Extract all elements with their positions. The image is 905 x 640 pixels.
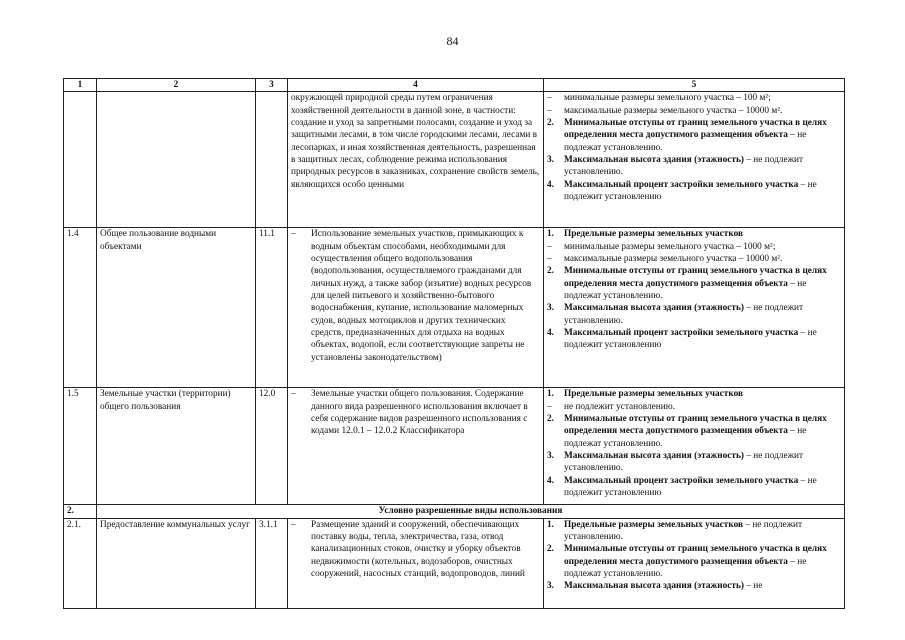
list-marker: – [547, 254, 552, 265]
row-number: 1.5 [64, 388, 97, 505]
description-item [291, 388, 540, 437]
parameter-name: Предельные размеры земельных участков [564, 389, 744, 400]
item-text-wrap [564, 253, 841, 265]
parameter-item [547, 117, 841, 154]
parameter-name: Максимальный процент застройки земельного участка [564, 475, 799, 486]
item-text: – не подлежит установлению [564, 179, 817, 203]
parameter-item [547, 253, 841, 265]
item-text-wrap [564, 265, 841, 302]
item-text-wrap [564, 302, 841, 327]
parameter-item [547, 154, 841, 179]
item-text: – не подлежат установлению. [564, 130, 807, 153]
column-header: 5 [544, 79, 845, 92]
page-number: 84 [446, 34, 459, 48]
parameter-name: Максимальная высота здания (этажность) [564, 155, 744, 166]
parameter-item [547, 105, 841, 117]
item-text-wrap [564, 92, 841, 104]
parameter-name: Максимальная высота здания (этажность) [564, 303, 744, 314]
row-number [64, 92, 97, 228]
classifier-code: 3.1.1 [256, 518, 288, 608]
item-text-wrap [564, 117, 841, 154]
item-text: – не подлежат установлению. [564, 278, 807, 302]
parameter-item [547, 179, 841, 204]
item-text-wrap [564, 228, 841, 240]
parameter-item [547, 241, 841, 253]
item-text: минимальные размеры земельного участка – 100 м²; [564, 93, 771, 104]
description-item [291, 228, 540, 364]
parameter-item [547, 475, 841, 500]
list-marker: 1. [547, 389, 554, 400]
construction-parameters [544, 518, 845, 608]
item-text-wrap [564, 105, 841, 117]
section-row [64, 505, 845, 518]
table-row [64, 518, 845, 608]
parameter-name: Максимальный процент застройки земельного участка [564, 179, 799, 190]
description-item [291, 92, 540, 191]
item-text: – не подлежит установлению. [564, 155, 804, 178]
parameter-name: Минимальные отступы от границ земельного участка в целях определения места допустимого размещения объекта [564, 544, 827, 567]
column-header: 3 [256, 79, 288, 92]
item-text: максимальные размеры земельного участка – 10000 м². [564, 254, 783, 265]
item-text-wrap [564, 450, 841, 475]
parameter-item [547, 450, 841, 475]
item-text: максимальные размеры земельного участка – 10000 м². [564, 105, 783, 116]
list-marker: 3. [547, 451, 554, 462]
use-type-name: Предоставление коммунальных услуг [97, 518, 256, 608]
list-marker: 2. [547, 266, 554, 277]
list-marker: 4. [547, 328, 554, 339]
parameter-item [547, 265, 841, 302]
parameter-item [547, 327, 841, 352]
use-description [288, 228, 544, 388]
item-text: – не подлежит установлению. [564, 451, 804, 474]
section-title: Условно разрешенные виды использования [97, 505, 845, 518]
item-text-wrap [311, 228, 540, 364]
item-text: Размещение зданий и сооружений, обеспечивающих поставку воды, тепла, электричества, газа, отвод канализационных стоков, очистку и уборку объектов недвижимости (котельных, водозаборов, очистных сооружений, насосных станций, водопроводов, линий [311, 519, 525, 580]
list-marker: – [291, 519, 296, 530]
parameter-item [547, 302, 841, 327]
item-text-wrap [564, 413, 841, 450]
row-number: 1.4 [64, 228, 97, 388]
column-header: 4 [288, 79, 544, 92]
item-text: – не подлежит установлению. [564, 519, 803, 543]
item-text: не подлежит установлению. [564, 401, 676, 412]
list-marker: 1. [547, 519, 554, 530]
list-marker: 3. [547, 303, 554, 314]
list-marker: 4. [547, 475, 554, 486]
list-marker: – [547, 105, 552, 116]
item-text-wrap [564, 580, 841, 592]
item-text-wrap [564, 519, 841, 544]
use-description [288, 388, 544, 505]
parameter-item [547, 543, 841, 580]
parameter-item [547, 413, 841, 450]
parameter-name: Минимальные отступы от границ земельного участка в целях определения места допустимого размещения объекта [564, 118, 827, 141]
classifier-code: 11.1 [256, 228, 288, 388]
list-marker: 3. [547, 155, 554, 166]
parameter-name: Максимальный процент застройки земельного участка [564, 328, 799, 339]
zoning-regulations-table [63, 78, 845, 609]
item-text: Земельные участки общего пользования. Содержание данного вида разрешенного использования включает в себя содержание видов разрешенного использования с кодами 12.0.1 – 12.0.2 Классификатора [311, 389, 528, 437]
item-text-wrap [311, 519, 540, 581]
classifier-code: 12.0 [256, 388, 288, 505]
use-description [288, 92, 544, 228]
parameter-name: Максимальная высота здания (этажность) [564, 581, 744, 592]
item-text-wrap [564, 401, 841, 413]
list-marker: – [547, 241, 552, 252]
construction-parameters [544, 388, 845, 505]
item-text: окружающей природной среды путем ограничения хозяйственной деятельности в данной зоне, в частности: создание и уход за запретными полосами, создание и уход за защитными лесами, в том числе городскими лесами, лесами в лесопарках, и иная хозяйственная деятельность, разрешенная в защитных лесах, соблюдение режима использования природных ресурсов в заказниках, сохранение свойств земель, являющихся особо ценными [291, 93, 540, 190]
item-text-wrap [564, 179, 841, 204]
classifier-code [256, 92, 288, 228]
item-text-wrap [311, 388, 540, 437]
column-header: 2 [97, 79, 256, 92]
list-marker: 4. [547, 179, 554, 190]
parameter-item [547, 228, 841, 240]
list-marker: – [291, 389, 296, 400]
item-text: – не подлежит установлению [564, 328, 817, 351]
item-text: минимальные размеры земельного участка – 1000 м²; [564, 241, 776, 252]
list-marker: 1. [547, 229, 554, 240]
list-marker: 3. [547, 581, 554, 592]
row-number: 2.1. [64, 518, 97, 608]
list-marker: 2. [547, 118, 554, 129]
parameter-item [547, 580, 841, 592]
column-header-row [64, 79, 845, 92]
table-row [64, 228, 845, 388]
use-type-name: Земельные участки (территории) общего пользования [97, 388, 256, 505]
parameter-item [547, 401, 841, 413]
item-text-wrap [291, 92, 540, 191]
parameter-name: Максимальная высота здания (этажность) [564, 451, 744, 462]
item-text: – не подлежит установлению [564, 475, 817, 499]
list-marker: – [291, 229, 296, 240]
item-text-wrap [564, 154, 841, 179]
item-text-wrap [564, 543, 841, 580]
item-text-wrap [564, 475, 841, 500]
parameter-item [547, 388, 841, 400]
list-marker: 2. [547, 414, 554, 425]
item-text: – не подлежат установлению. [564, 556, 807, 580]
section-number: 2. [64, 505, 97, 518]
use-type-name [97, 92, 256, 228]
parameter-item [547, 519, 841, 544]
item-text: – не подлежат установлению. [564, 426, 807, 449]
list-marker: – [547, 93, 552, 104]
description-item [291, 519, 540, 581]
use-type-name: Общее пользование водными объектами [97, 228, 256, 388]
table-row [64, 92, 845, 228]
use-description [288, 518, 544, 608]
parameter-name: Минимальные отступы от границ земельного участка в целях определения места допустимого размещения объекта [564, 414, 827, 437]
list-marker: – [547, 401, 552, 412]
item-text: Использование земельных участков, примыкающих к водным объектам способами, необходимыми для осуществления общего водопользования (водопользования, осуществляемого гражданами для личных нужд, а также забор (изъятие) водных ресурсов для целей питьевого и хозяйственно-бытового водоснабжения, купание, использование маломерных судов, водных мотоциклов и других технических средств, предназначенных для отдыха на водных объектах, водопой, если соответствующие запреты не установлены законодательством) [311, 229, 532, 363]
construction-parameters [544, 92, 845, 228]
parameter-name: Предельные размеры земельных участков [564, 229, 744, 240]
column-header: 1 [64, 79, 97, 92]
item-text: – не [744, 581, 763, 592]
parameter-item [547, 92, 841, 104]
item-text-wrap [564, 327, 841, 352]
item-text-wrap [564, 388, 841, 400]
item-text-wrap [564, 241, 841, 253]
construction-parameters [544, 228, 845, 388]
item-text: – не подлежит установлению. [564, 303, 804, 326]
list-marker: 2. [547, 544, 554, 555]
table-row [64, 388, 845, 505]
parameter-name: Минимальные отступы от границ земельного участка в целях определения места допустимого размещения объекта [564, 266, 827, 289]
parameter-name: Предельные размеры земельных участков [564, 519, 744, 530]
